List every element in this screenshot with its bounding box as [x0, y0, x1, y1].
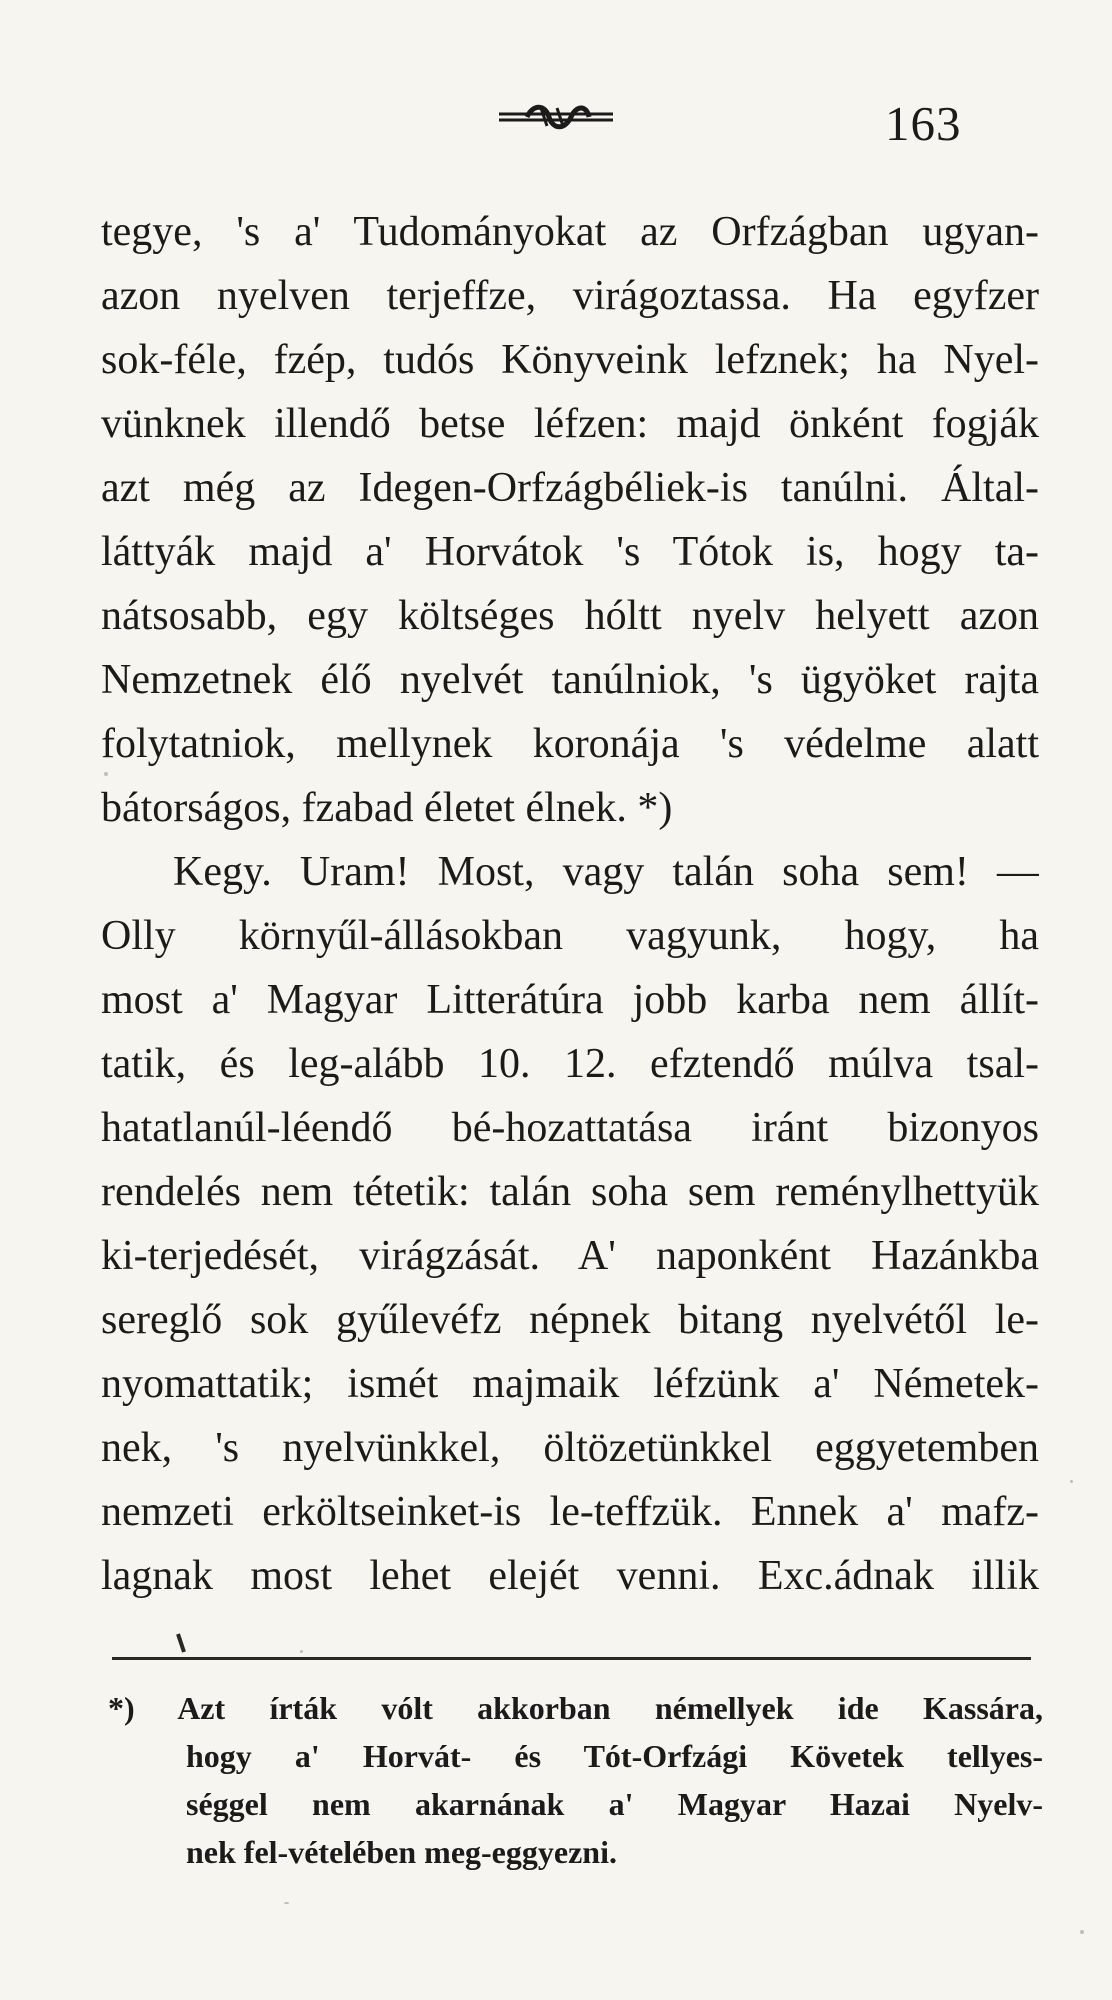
footnote-line: *) Azt írták vólt akkorban némellyek ide Kassára, — [108, 1690, 1043, 1726]
paper-speck — [300, 1650, 303, 1653]
footnote-line: hogy a' Horvát- és Tót-Orfzági Követek tellyes- — [186, 1738, 1043, 1774]
text-line: nátsosabb, egy költséges hóltt nyelv helyett azon — [101, 593, 1039, 639]
text-line: Olly környűl-állásokban vagyunk, hogy, ha — [101, 913, 1039, 959]
text-line: sereglő sok gyűlevéfz népnek bitang nyelvétől le- — [101, 1297, 1039, 1343]
text-line: folytatniok, mellynek koronája 's védelme alatt — [101, 721, 1039, 767]
text-line: Nemzetnek élő nyelvét tanúlniok, 's ügyöket rajta — [101, 657, 1039, 703]
ink-mark — [175, 1633, 189, 1655]
text-line: bátorságos, fzabad életet élnek. *) — [101, 785, 673, 831]
footnote-line: séggel nem akarnának a' Magyar Hazai Nyelv- — [186, 1786, 1043, 1822]
text-line: hatatlanúl-léendő bé-hozattatása iránt bizonyos — [101, 1105, 1039, 1151]
footnote — [108, 1684, 1043, 1876]
footnote-line: nek fel-vételében meg-eggyezni. — [186, 1834, 617, 1870]
text-line: most a' Magyar Litterátúra jobb karba nem állít- — [101, 977, 1039, 1023]
text-line: nemzeti erköltseinket-is le-teffzük. Ennek a' mafz- — [101, 1489, 1039, 1535]
page-number: 163 — [885, 96, 962, 151]
paper-speck — [1080, 1930, 1084, 1934]
text-line: nyomattatik; ismét majmaik léfzünk a' Németek- — [101, 1361, 1039, 1407]
text-line: ki-terjedését, virágzását. A' naponként Hazánkba — [101, 1233, 1039, 1279]
paper-speck — [1070, 1480, 1073, 1483]
text-line: rendelés nem tétetik: talán soha sem reménylhettyük — [101, 1169, 1039, 1215]
paragraph-kegy-uram — [101, 840, 1039, 1608]
text-line: lagnak most lehet elejét venni. Exc.ádnak illik — [101, 1553, 1039, 1599]
paper-speck — [104, 772, 108, 776]
paper-speck — [284, 1902, 289, 1904]
text-line: tegye, 's a' Tudományokat az Orfzágban ugyan- — [101, 209, 1039, 255]
text-line: tatik, és leg-alább 10. 12. efztendő múlva tsal- — [101, 1041, 1039, 1087]
paragraph-continuation — [101, 200, 1039, 840]
text-line: láttyák majd a' Horvátok 's Tótok is, hogy ta- — [101, 529, 1039, 575]
header-ornament — [497, 100, 615, 134]
text-line: vünknek illendő betse léfzen: majd önként fogják — [101, 401, 1039, 447]
text-line: azt még az Idegen-Orfzágbéliek-is tanúlni. Által- — [101, 465, 1039, 511]
text-line: azon nyelven terjeffze, virágoztassa. Ha egyfzer — [101, 273, 1039, 319]
footnote-separator-rule — [112, 1657, 1031, 1660]
text-line: Kegy. Uram! Most, vagy talán soha sem! — — [173, 849, 1039, 895]
text-line: nek, 's nyelvünkkel, öltözetünkkel eggyetemben — [101, 1425, 1039, 1471]
text-line: sok-féle, fzép, tudós Könyveink lefznek; ha Nyel- — [101, 337, 1039, 383]
